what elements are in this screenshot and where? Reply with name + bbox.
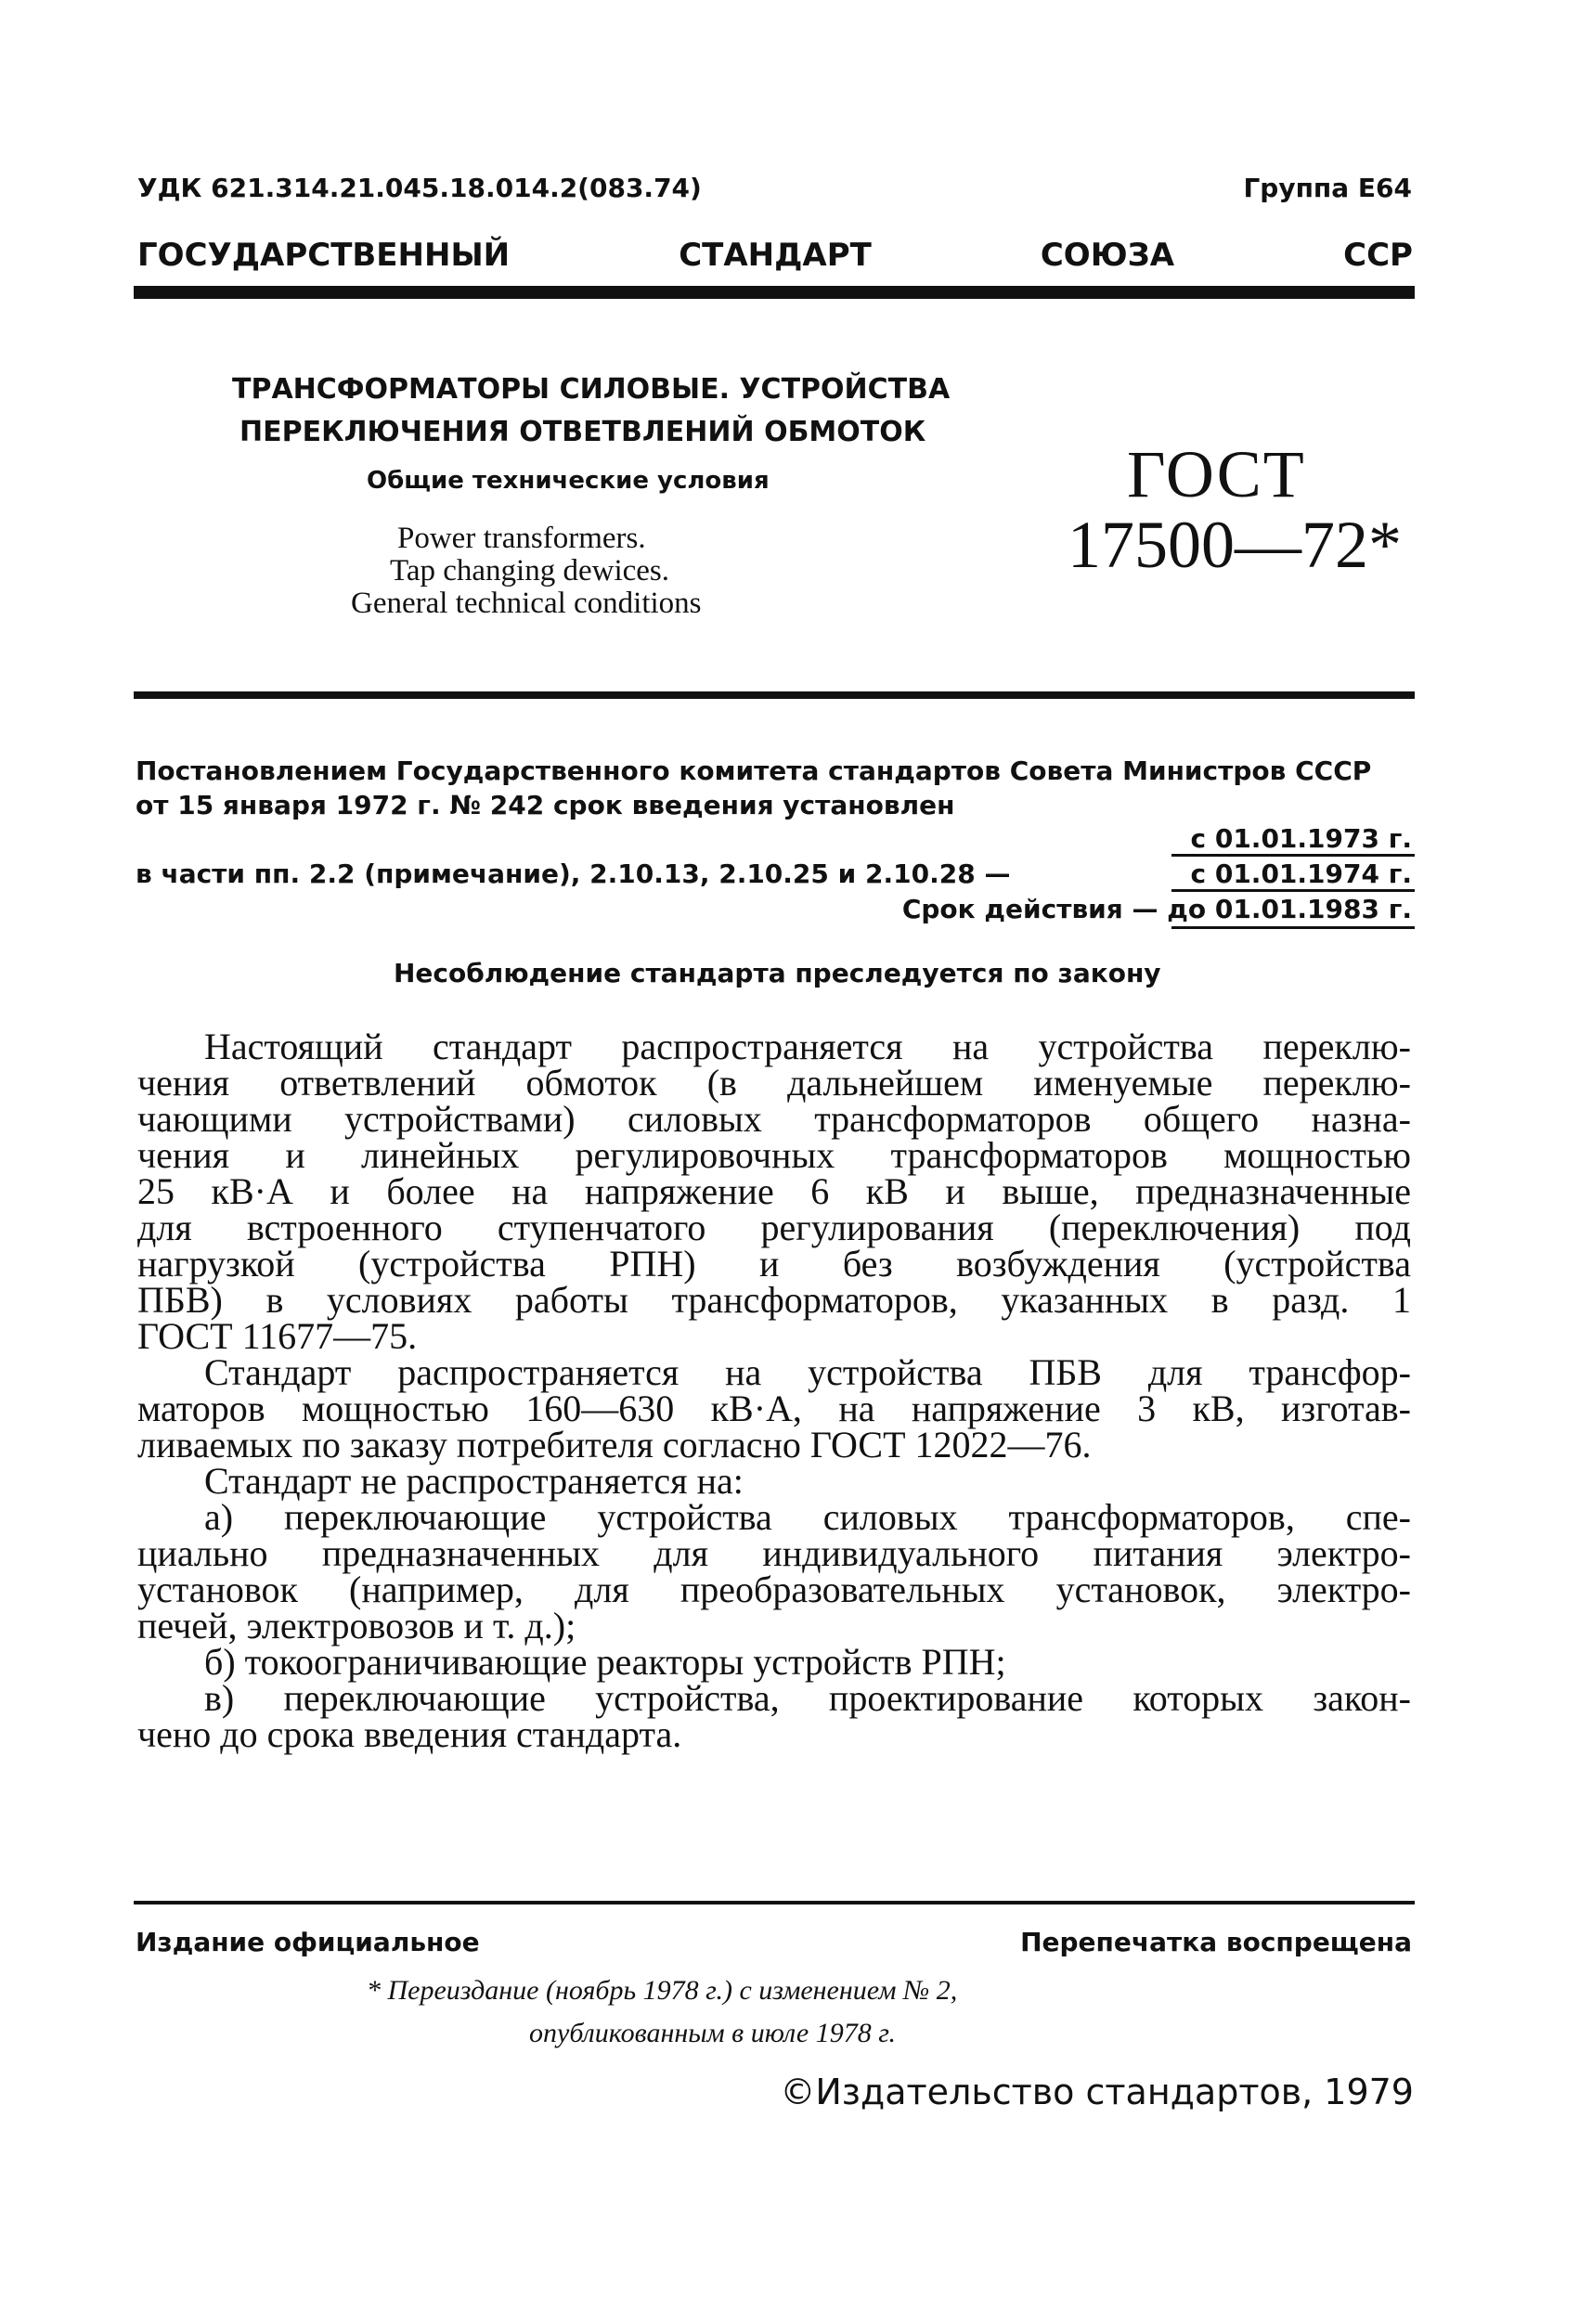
udk-code: УДК 621.314.21.045.18.014.2(083.74): [137, 173, 702, 203]
law-notice: Несоблюдение стандарта преследуется по закону: [394, 958, 1161, 988]
body-line: Стандарт не распространяется на:: [204, 1460, 744, 1502]
decree-line1: Постановлением Государственного комитета стандартов Совета Министров СССР: [136, 755, 1372, 786]
partial-clauses: в части пп. 2.2 (примечание), 2.10.13, 2.10.25 и 2.10.28 —: [136, 859, 1011, 889]
state-standard-word: ГОСУДАРСТВЕННЫЙ: [137, 237, 511, 274]
title-en-line3: General technical conditions: [351, 587, 702, 620]
title-ru-line1: ТРАНСФОРМАТОРЫ СИЛОВЫЕ. УСТРОЙСТВА: [232, 373, 951, 406]
header-rule: [134, 286, 1415, 299]
gost-label: ГОСТ: [1127, 437, 1306, 511]
group-code: Группа Е64: [1243, 173, 1412, 203]
body-line: 25 кВ·А и более на напряжение 6 кВ и выше, предназначенные: [137, 1170, 1411, 1212]
footer-rule: [134, 1901, 1415, 1904]
body-line: Стандарт распространяется на устройства ПБВ для трансфор-: [204, 1351, 1411, 1393]
body-line: ГОСТ 11677—75.: [137, 1315, 418, 1357]
gost-number: 17500—72*: [1068, 508, 1402, 582]
body-line: для встроенного ступенчатого регулирования (переключения) под: [137, 1207, 1411, 1248]
state-standard-heading: [137, 237, 1413, 274]
partial-effective-date: с 01.01.1974 г.: [1190, 859, 1412, 889]
reprint-prohibited: Перепечатка воспрещена: [1020, 1927, 1412, 1957]
decree-line2: от 15 января 1972 г. № 242 срок введения установлен: [136, 790, 955, 820]
body-line: печей, электровозов и т. д.);: [137, 1605, 576, 1646]
date-underline: [1171, 854, 1415, 857]
state-standard-word: СОЮЗА: [1040, 237, 1175, 274]
body-line: нагрузкой (устройства РПН) и без возбуждения (устройства: [137, 1243, 1411, 1285]
publisher-copyright: ©Издательство стандартов, 1979: [780, 2072, 1414, 2112]
body-text: [137, 1026, 1411, 1755]
body-line: чения и линейных регулировочных трансформаторов мощностью: [137, 1134, 1411, 1176]
title-ru-subtitle: Общие технические условия: [367, 467, 770, 495]
date-underline: [1171, 926, 1415, 929]
validity-term: Срок действия — до 01.01.1983 г.: [901, 894, 1412, 924]
date-underline: [1171, 889, 1415, 892]
body-line: б) токоограничивающие реакторы устройств РПН;: [204, 1641, 1006, 1683]
body-line: циально предназначенных для индивидуального питания электро-: [137, 1532, 1411, 1574]
title-en-line2: Tap changing dewices.: [390, 554, 669, 587]
body-line: Настоящий стандарт распространяется на устройства переклю-: [204, 1026, 1411, 1067]
effective-date: с 01.01.1973 г.: [1190, 823, 1412, 854]
body-line: а) переключающие устройства силовых трансформаторов, спе-: [204, 1496, 1411, 1538]
state-standard-word: СТАНДАРТ: [679, 237, 872, 274]
body-line: в) переключающие устройства, проектирование которых закон-: [204, 1677, 1411, 1719]
title-ru-line2: ПЕРЕКЛЮЧЕНИЯ ОТВЕТВЛЕНИЙ ОБМОТОК: [239, 416, 926, 448]
state-standard-word: ССР: [1343, 237, 1413, 274]
body-line: установок (например, для преобразовательных установок, электро-: [137, 1569, 1411, 1610]
body-line: маторов мощностью 160—630 кВ·А, на напряжение 3 кВ, изготав-: [137, 1388, 1411, 1429]
reissue-note-line2: опубликованным в июле 1978 г.: [529, 2018, 897, 2048]
title-en-line1: Power transformers.: [397, 522, 646, 555]
body-line: ливаемых по заказу потребителя согласно ГОСТ 12022—76.: [137, 1424, 1092, 1465]
body-line: ПБВ) в условиях работы трансформаторов, указанных в разд. 1: [137, 1279, 1411, 1321]
reissue-note-line1: * Переиздание (ноябрь 1978 г.) с изменением № 2,: [367, 1975, 958, 2006]
official-edition: Издание официальное: [136, 1927, 480, 1957]
body-line: чено до срока введения стандарта.: [137, 1713, 682, 1755]
body-line: чения ответвлений обмоток (в дальнейшем именуемые переклю-: [137, 1062, 1411, 1104]
body-line: чающими устройствами) силовых трансформаторов общего назна-: [137, 1098, 1411, 1140]
title-rule: [134, 691, 1415, 699]
